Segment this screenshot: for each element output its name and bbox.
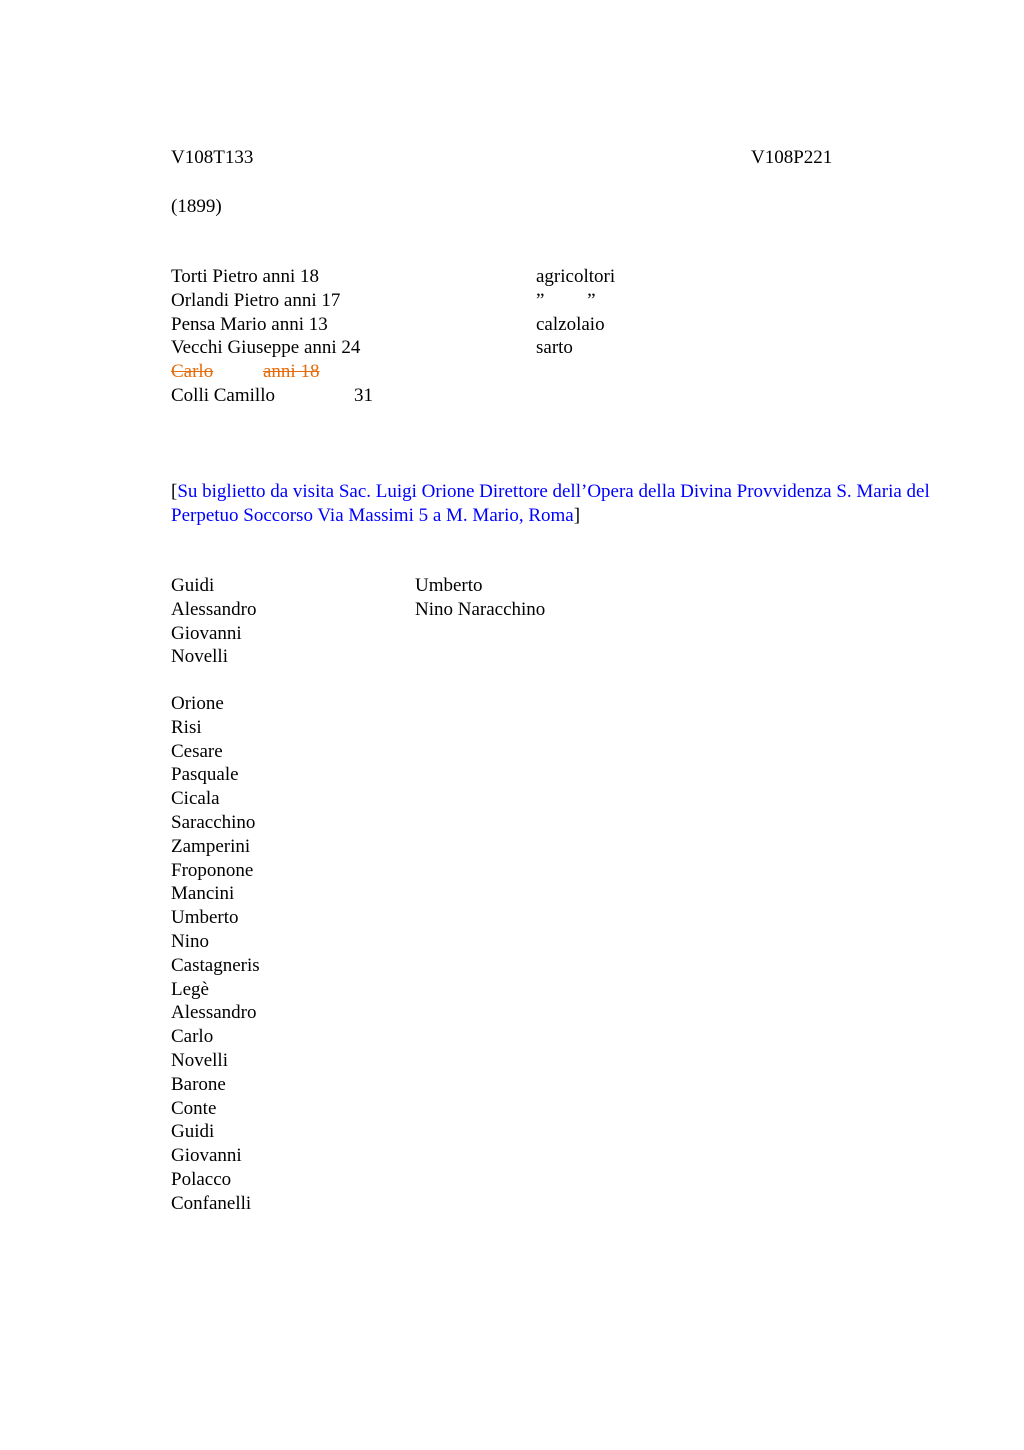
list-item: Polacco xyxy=(171,1168,232,1190)
list-item: Frop​onone xyxy=(171,859,254,881)
left-code: V108T133 xyxy=(171,147,254,168)
table-row xyxy=(171,289,771,313)
list-item: Carlo xyxy=(171,1026,214,1048)
person-role: calzolaio xyxy=(536,313,605,335)
table-row xyxy=(171,384,771,408)
list-item: Conte xyxy=(171,1097,217,1119)
editorial-note xyxy=(171,480,931,528)
list-item: Umberto xyxy=(171,907,239,929)
list-item: Alessandro xyxy=(171,1002,257,1024)
list-item: Confanelli xyxy=(171,1192,252,1214)
person-name: Vecchi Giuseppe anni 24 xyxy=(171,337,361,359)
list-item: Giovanni xyxy=(171,622,242,644)
person-name: Colli Camillo xyxy=(171,384,275,406)
list-item: Zamperini xyxy=(171,835,251,857)
table-row xyxy=(171,336,771,360)
names-column-1 xyxy=(171,574,256,669)
person-role: sarto xyxy=(536,337,573,359)
list-item: Guidi xyxy=(171,1121,215,1143)
person-name: Orlandi Pietro anni 17 xyxy=(171,289,341,311)
list-item: Nino xyxy=(171,930,209,952)
names-list xyxy=(171,692,260,1216)
list-item: Risi xyxy=(171,716,202,738)
person-role: agricoltori xyxy=(536,266,616,287)
table-row xyxy=(171,265,771,289)
list-item: Orione xyxy=(171,693,224,714)
list-item: Guidi xyxy=(171,575,215,596)
person-name: Torti Pietro anni 18 xyxy=(171,266,320,287)
list-item: Cesare xyxy=(171,740,223,762)
note-open-bracket: [ xyxy=(171,481,178,502)
list-item: Alessandro xyxy=(171,598,257,620)
list-item: Saracchino xyxy=(171,811,256,833)
struck-row xyxy=(171,360,771,384)
people-table xyxy=(171,265,771,408)
list-item: Barone xyxy=(171,1073,226,1095)
note-text: Su biglietto da visita Sac. Luigi Orione Direttore dell’Opera della Divina Provvidenza S. Maria del Perpetuo Soccorso Via Massimi 5 a M. Mario, Roma xyxy=(171,481,930,526)
struck-name: Carlo xyxy=(171,361,214,383)
list-item: Novelli xyxy=(171,646,228,668)
list-item: Nino Naracchino xyxy=(415,598,546,620)
list-item: Umberto xyxy=(415,575,483,596)
note-close-bracket: ] xyxy=(573,504,581,526)
list-item: Legè xyxy=(171,978,209,1000)
list-item: Pasquale xyxy=(171,764,239,786)
list-item: Mancini xyxy=(171,883,235,905)
list-item: Cicala xyxy=(171,788,220,810)
list-item: Giovanni xyxy=(171,1145,242,1167)
person-name: Pensa Mario anni 13 xyxy=(171,313,328,335)
names-column-2 xyxy=(415,574,545,622)
struck-age: anni 18 xyxy=(263,361,320,383)
list-item: Novelli xyxy=(171,1049,228,1071)
person-role: ” ” xyxy=(536,289,596,311)
person-age: 31 xyxy=(354,384,373,406)
year: (1899) xyxy=(171,196,222,217)
list-item: Castagneris xyxy=(171,954,260,976)
table-row xyxy=(171,313,771,337)
right-code: V108P221 xyxy=(751,147,833,168)
